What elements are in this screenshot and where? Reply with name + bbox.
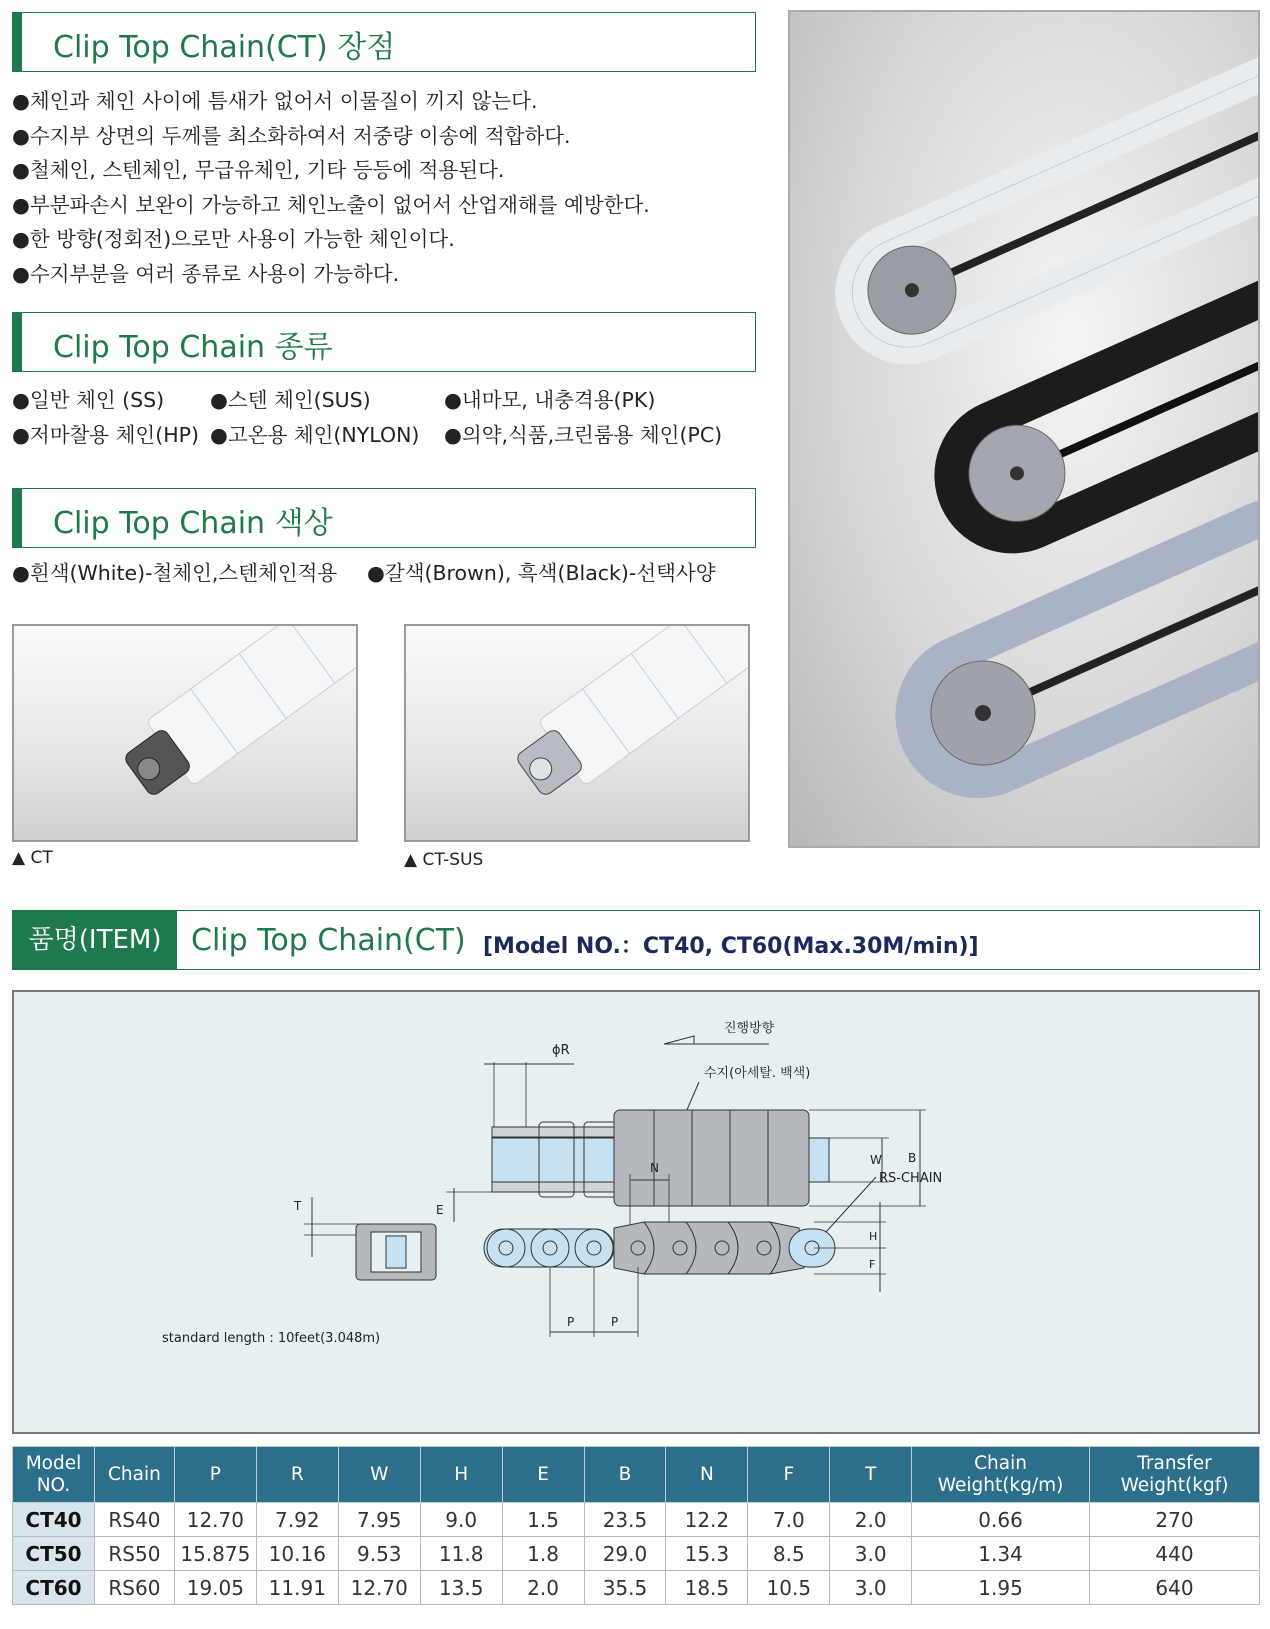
table-row (13, 1571, 1260, 1605)
cell: 19.05 (174, 1571, 256, 1605)
item-header (12, 910, 1260, 970)
chain-variants-photo (788, 10, 1260, 848)
col-chain-weight: Chain Weight(kg/m) (912, 1447, 1090, 1503)
col-model: Model NO. (13, 1447, 95, 1503)
cell: 270 (1090, 1503, 1260, 1537)
col-h: H (420, 1447, 502, 1503)
col-chain: Chain (94, 1447, 174, 1503)
phi-r-label: ϕR (552, 1043, 570, 1058)
section-advantages-header (12, 12, 756, 72)
advantage-item: ●철체인, 스텐체인, 무급유체인, 기타 등등에 적용된다. (12, 158, 505, 182)
cell: 640 (1090, 1571, 1260, 1605)
col-p: P (174, 1447, 256, 1503)
resin-label: 수지(아세탈. 백색) (704, 1066, 811, 1081)
cell: 440 (1090, 1537, 1260, 1571)
advantage-item: ●부분파손시 보완이 가능하고 체인노출이 없어서 산업재해를 예방한다. (12, 192, 650, 217)
direction-label: 진행방향 (724, 1021, 775, 1036)
cell: 2.0 (502, 1571, 584, 1605)
col-n: N (666, 1447, 748, 1503)
col-f: F (748, 1447, 830, 1503)
cell: 1.5 (502, 1503, 584, 1537)
dimension-drawing (14, 992, 1258, 1432)
type-item: ●일반 체인 (SS) (12, 388, 165, 412)
advantage-item: ●한 방향(정회전)으로만 사용이 가능한 체인이다. (12, 227, 455, 251)
cell: 7.92 (256, 1503, 338, 1537)
cell: RS40 (94, 1503, 174, 1537)
cell: 13.5 (420, 1571, 502, 1605)
type-item: ●저마찰용 체인(HP) (12, 422, 199, 447)
item-tag: 품명(ITEM) (13, 911, 177, 969)
cell: 11.91 (256, 1571, 338, 1605)
cell: 9.0 (420, 1503, 502, 1537)
type-item: ●고온용 체인(NYLON) (210, 422, 420, 447)
type-item: ●의약,식품,크린룸용 체인(PC) (444, 422, 723, 447)
color-item: ●흰색(White)-철체인,스텐체인적용 (12, 561, 338, 585)
col-e: E (502, 1447, 584, 1503)
rs-chain-label: RS-CHAIN (879, 1171, 943, 1186)
cell: 10.5 (748, 1571, 830, 1605)
p-dim-label-2: P (611, 1315, 619, 1329)
cell: 0.66 (912, 1503, 1090, 1537)
ct-chain-illustration (14, 626, 358, 842)
w-dim-label: W (870, 1153, 882, 1167)
cell: 15.875 (174, 1537, 256, 1571)
chain-loops-illustration (790, 12, 1260, 848)
col-r: R (256, 1447, 338, 1503)
type-item: ●스텐 체인(SUS) (210, 388, 371, 412)
table-row (13, 1503, 1260, 1537)
cell: 15.3 (666, 1537, 748, 1571)
cell: 2.0 (830, 1503, 912, 1537)
h-dim-label: H (869, 1230, 878, 1243)
p-dim-label: P (567, 1315, 575, 1329)
cell-model: CT60 (13, 1571, 95, 1605)
ct-caption: ▲ CT (12, 848, 53, 868)
cell: RS50 (94, 1537, 174, 1571)
item-title: Clip Top Chain(CT) (191, 923, 466, 958)
col-transfer-weight: Transfer Weight(kgf) (1090, 1447, 1260, 1503)
advantage-item: ●체인과 체인 사이에 틈새가 없어서 이물질이 끼지 않는다. (12, 89, 538, 113)
cell-model: CT50 (13, 1537, 95, 1571)
col-w: W (338, 1447, 420, 1503)
table-header-row (13, 1447, 1260, 1503)
cell-model: CT40 (13, 1503, 95, 1537)
cell: 9.53 (338, 1537, 420, 1571)
cell: 12.70 (174, 1503, 256, 1537)
cell: 3.0 (830, 1537, 912, 1571)
cell: 11.8 (420, 1537, 502, 1571)
cell: 12.70 (338, 1571, 420, 1605)
col-t: T (830, 1447, 912, 1503)
item-model: [Model NO.：CT40, CT60(Max.30M/min)] (483, 934, 979, 959)
f-dim-label: F (869, 1258, 876, 1271)
cell: 23.5 (584, 1503, 666, 1537)
section-colors-header (12, 488, 756, 548)
technical-drawing (12, 990, 1260, 1434)
cell: 29.0 (584, 1537, 666, 1571)
ctsus-caption: ▲ CT-SUS (404, 850, 484, 870)
cell: 1.95 (912, 1571, 1090, 1605)
b-dim-label: B (908, 1151, 917, 1165)
cell: RS60 (94, 1571, 174, 1605)
cell: 1.8 (502, 1537, 584, 1571)
cell: 10.16 (256, 1537, 338, 1571)
type-item: ●내마모, 내충격용(PK) (444, 388, 656, 412)
cell: 3.0 (830, 1571, 912, 1605)
table-row (13, 1537, 1260, 1571)
e-dim-label: E (436, 1203, 444, 1217)
col-b: B (584, 1447, 666, 1503)
cell: 12.2 (666, 1503, 748, 1537)
advantages-list (12, 84, 650, 291)
cell: 18.5 (666, 1571, 748, 1605)
cell: 8.5 (748, 1537, 830, 1571)
section-colors-title: Clip Top Chain 색상 (53, 506, 333, 541)
cell: 7.95 (338, 1503, 420, 1537)
cell: 1.34 (912, 1537, 1090, 1571)
ctsus-photo (404, 624, 750, 842)
cell: 35.5 (584, 1571, 666, 1605)
cell: 7.0 (748, 1503, 830, 1537)
ctsus-chain-illustration (406, 626, 750, 842)
advantage-item: ●수지부 상면의 두께를 최소화하여서 저중량 이송에 적합하다. (12, 123, 571, 148)
color-item: ●갈색(Brown), 흑색(Black)-선택사양 (367, 561, 716, 585)
ct-photo (12, 624, 358, 842)
n-dim-label: N (650, 1161, 659, 1175)
advantage-item: ●수지부분을 여러 종류로 사용이 가능하다. (12, 261, 400, 286)
section-advantages-title: Clip Top Chain(CT) 장점 (53, 30, 396, 65)
t-dim-label: T (294, 1199, 302, 1213)
spec-table (12, 1446, 1260, 1605)
section-types-title: Clip Top Chain 종류 (53, 330, 333, 365)
standard-length: standard length : 10feet(3.048m) (162, 1331, 381, 1346)
section-types-header (12, 312, 756, 372)
